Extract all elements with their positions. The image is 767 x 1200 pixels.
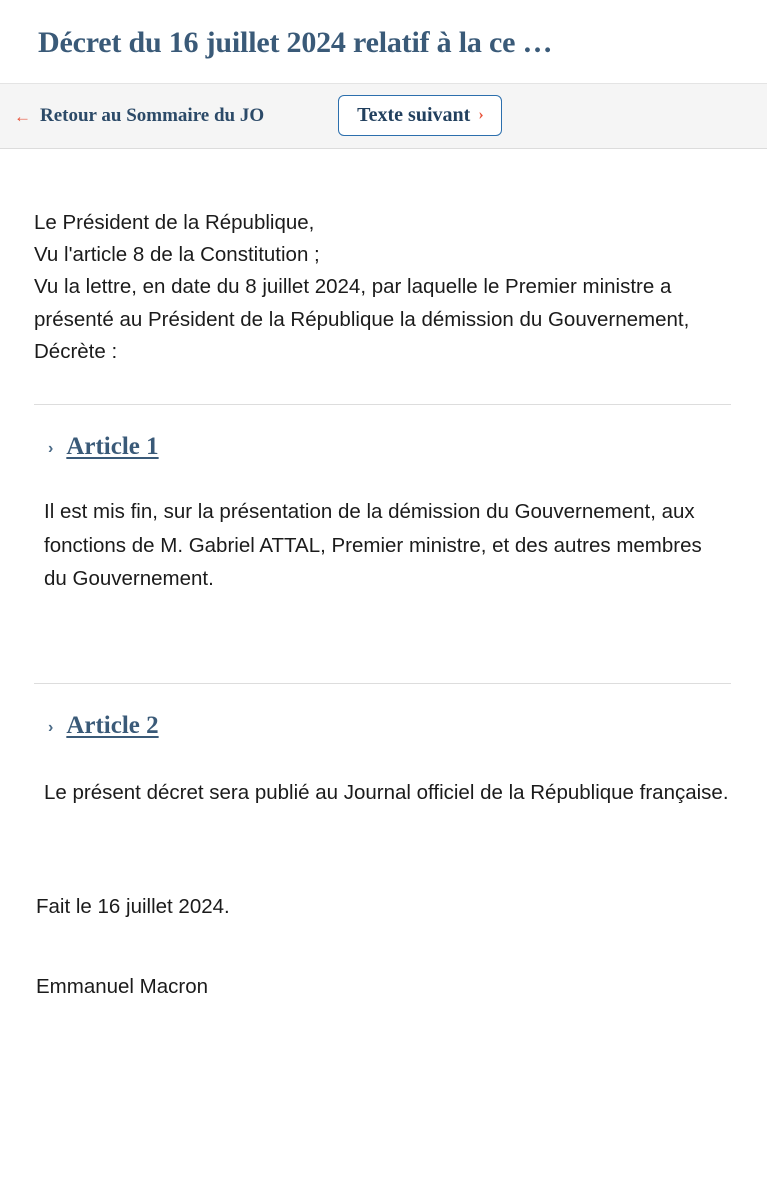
arrow-left-icon: ← xyxy=(14,107,31,126)
article-2-text: Le présent décret sera publié au Journal officiel de la République française. xyxy=(44,780,729,804)
preamble-line-1: Le Président de la République, xyxy=(34,210,315,234)
article-2-header[interactable] xyxy=(34,684,731,740)
chevron-right-icon: › xyxy=(48,440,54,458)
page-title: Décret du 16 juillet 2024 relatif à la ce … xyxy=(38,26,553,59)
article-2-label[interactable]: Article 2 xyxy=(66,711,159,739)
chevron-right-icon: › xyxy=(478,106,484,123)
article-1-label[interactable]: Article 1 xyxy=(66,433,159,461)
document-content xyxy=(0,149,767,1040)
spacer xyxy=(34,595,731,647)
article-1-text: Il est mis fin, sur la présentation de la démission du Gouvernement, aux fonctions de M. Gabriel ATTAL, Premier ministre, et des autres membres du Gouvernement. xyxy=(44,500,702,590)
back-to-summary-link[interactable] xyxy=(14,105,264,127)
back-to-summary-label: Retour au Sommaire du JO xyxy=(40,104,265,126)
preamble-line-2: Vu l'article 8 de la Constitution ; xyxy=(34,242,320,266)
signature-date: Fait le 16 juillet 2024. xyxy=(36,895,230,919)
article-1-header[interactable] xyxy=(34,405,731,461)
signature-name: Emmanuel Macron xyxy=(36,975,209,999)
preamble-line-3: Vu la lettre, en date du 8 juillet 2024, par laquelle le Premier ministre a présenté au Président de la République la démission du Gouvernement, xyxy=(34,275,690,331)
preamble xyxy=(34,149,731,369)
chevron-right-icon: › xyxy=(48,718,54,736)
next-text-button[interactable] xyxy=(338,95,502,136)
preamble-line-4: Décrète : xyxy=(34,340,118,363)
document-navigation-bar xyxy=(0,83,767,149)
next-text-label: Texte suivant xyxy=(357,104,471,126)
